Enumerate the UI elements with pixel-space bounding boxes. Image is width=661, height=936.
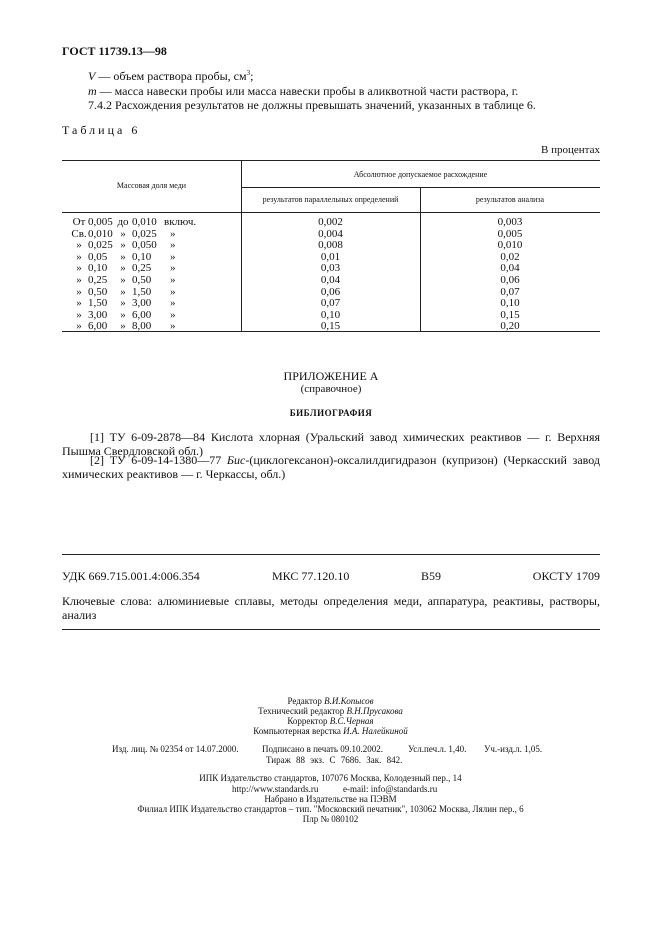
table-cell: 0,002: [318, 216, 343, 228]
table-cell: »: [76, 308, 82, 321]
table-cell: 0,50: [132, 273, 152, 286]
table-cell: 3,00: [88, 308, 108, 321]
credit-editor-name: В.И.Копысов: [324, 696, 374, 706]
col-parallel-values: [241, 217, 420, 333]
table-cell: 0,10: [320, 308, 341, 321]
table-cell: »: [170, 262, 176, 275]
okstu-code: ОКСТУ 1709: [532, 569, 600, 583]
appendix-title: ПРИЛОЖЕНИЕ А: [283, 369, 379, 383]
table-cell: »: [76, 262, 82, 275]
table-cell: 0,010: [132, 216, 157, 228]
imprint-publisher-sheets: Уч.-изд.л. 1,05.: [484, 744, 543, 754]
table-cell: 1,50: [132, 285, 152, 298]
table-cell: »: [120, 239, 126, 252]
table-cell: 0,15: [500, 308, 520, 321]
table-cell: »: [170, 273, 176, 286]
legend-m-line: [88, 84, 518, 98]
imprint-license: Изд. лиц. № 02354 от 14.07.2000.: [112, 744, 239, 754]
table-cell: »: [76, 273, 82, 286]
col-header-copper: Массовая доля меди: [116, 181, 187, 190]
legend-m-text: — масса навески пробы или масса навески пробы в аликвотной части раствора, г.: [96, 84, 519, 98]
table-cell: »: [76, 297, 82, 310]
table-cell: включ.: [164, 216, 197, 228]
table-cell: 0,01: [320, 250, 341, 263]
imprint-print-sheets: Усл.печ.л. 1,40.: [408, 744, 467, 754]
legend-v-text: — объем раствора пробы, см: [95, 69, 247, 83]
imprint-signed: Подписано в печать 09.10.2002.: [262, 744, 384, 754]
table-cell: Св.: [71, 227, 87, 240]
imprint-typeset: Набрано в Издательстве на ПЭВМ: [264, 794, 397, 804]
group-code: В59: [421, 569, 442, 583]
imprint-email: e-mail: info@standards.ru: [343, 784, 438, 794]
credit-tech-name: В.Н.Прусакова: [346, 706, 403, 716]
credit-corrector-label: Корректор: [287, 716, 328, 726]
table-cell: »: [170, 250, 176, 263]
bibliography-ref-2: [62, 453, 600, 481]
credit-layout-label: Компьютерная верстка: [253, 726, 341, 736]
table-cell: 6,00: [132, 308, 152, 321]
table-cell: 0,50: [88, 285, 108, 298]
table-cell: 0,03: [320, 262, 341, 275]
units-note: В процентах: [541, 144, 600, 156]
legend-v-sup: 3: [246, 69, 251, 77]
credit-editor-label: Редактор: [287, 696, 322, 706]
legend-v-line: [88, 69, 253, 83]
legend-v-end: ;: [250, 69, 254, 83]
table-cell: »: [120, 285, 126, 298]
table-cell: »: [120, 320, 126, 333]
table-cell: 0,004: [318, 227, 343, 240]
table-cell: »: [120, 250, 126, 263]
table-cell: 1,50: [88, 297, 108, 310]
imprint-website: http://www.standards.ru: [232, 784, 319, 794]
table-cell: 3,00: [132, 297, 152, 310]
legend-m-symbol: m: [88, 84, 97, 98]
imprint-publisher: ИПК Издательство стандартов, 107076 Москва, Колодезный пер., 14: [199, 773, 462, 783]
table-cell: »: [76, 239, 82, 252]
table-cell: 0,050: [132, 239, 157, 252]
keywords-bottom-rule: [62, 629, 600, 630]
credit-corrector-name: В.С.Черная: [329, 716, 374, 726]
col-suffix: [164, 217, 196, 333]
table-cell: »: [170, 297, 176, 310]
table-cell: 0,025: [132, 227, 157, 240]
table-cell: 6,00: [88, 320, 108, 333]
table-cell: 0,05: [88, 250, 108, 263]
credit-layout-name: И.А. Налейкиной: [343, 726, 408, 736]
table-cell: От: [72, 216, 86, 228]
bibliography-title: БИБЛИОГРАФИЯ: [289, 408, 373, 418]
table-cell: »: [120, 297, 126, 310]
appendix-subtitle: (справочное): [300, 383, 362, 395]
clause-7-4-2: 7.4.2 Расхождения результатов не должны превышать значений, указанных в таблице 6.: [88, 98, 536, 112]
table-cell: 0,06: [320, 285, 341, 298]
table-cell: 0,003: [497, 216, 523, 228]
col-from: [88, 217, 113, 333]
table-cell: 0,025: [88, 239, 113, 252]
keywords: Ключевые слова: алюминиевые сплавы, методы определения меди, аппаратура, реактивы, растворы, анализ: [62, 594, 600, 622]
table-cell: »: [170, 285, 176, 298]
table-cell: 0,07: [500, 285, 520, 298]
table-cell: до: [117, 216, 129, 228]
group-header-tolerance: Абсолютное допускаемое расхождение: [353, 170, 488, 179]
col-analysis-values: [420, 217, 600, 333]
ref-2-prefix: [2] ТУ 6-09-14-1380—77: [90, 453, 227, 467]
table-cell: »: [76, 250, 82, 263]
standard-code: ГОСТ 11739.13—98: [62, 44, 167, 58]
table-cell: »: [170, 227, 176, 240]
table-cell: »: [170, 239, 176, 252]
table-cell: 0,25: [132, 262, 152, 275]
table-cell: 0,04: [500, 262, 520, 275]
table-cell: 0,07: [320, 297, 341, 310]
ref-2-italic: Бис: [226, 453, 246, 467]
imprint-printing-house: Филиал ИПК Издательство стандартов – тип. "Московский печатник", 103062 Москва, Лялин пер., 6: [137, 804, 524, 814]
imprint-run: Тираж 88 экз. С 7686. Зак. 842.: [266, 755, 403, 765]
col-header-parallel: результатов параллельных определений: [262, 195, 399, 204]
table-cell: »: [76, 285, 82, 298]
table-cell: »: [120, 273, 126, 286]
table-cell: 0,10: [88, 262, 108, 275]
classification-top-rule: [62, 554, 600, 555]
bibliography-ref-1: [1] ТУ 6-09-2878—84 Кислота хлорная (Уральский завод химических реактивов — г. Верхняя Пышма Свердловской обл.): [62, 430, 600, 458]
table-cell: »: [120, 308, 126, 321]
col-to-word: [116, 217, 130, 333]
table-cell: 0,04: [320, 273, 341, 286]
table-cell: »: [120, 262, 126, 275]
col-to: [132, 217, 157, 333]
table-cell: 0,010: [497, 239, 523, 252]
col-header-analysis: результатов анализа: [475, 195, 545, 204]
table-cell: 0,10: [132, 250, 152, 263]
table-cell: 0,06: [500, 273, 520, 286]
table-cell: 8,00: [132, 320, 152, 333]
imprint-plr: Плр № 080102: [302, 814, 359, 824]
table-cell: 0,010: [88, 227, 113, 240]
table-cell: 0,20: [500, 320, 520, 333]
table-top-rule: [62, 160, 600, 161]
table-cell: »: [170, 320, 176, 333]
ref-2-rest: -(циклогексанон)-оксалилдигидразон (купризон) (Черкасский завод химических реактивов — г. Черкассы, обл.): [62, 453, 600, 481]
col-prefix: [68, 217, 90, 333]
table-cell: 0,008: [318, 239, 343, 252]
table-caption: Таблица 6: [62, 123, 141, 137]
table-cell: 0,10: [500, 297, 520, 310]
mks-code: МКС 77.120.10: [272, 569, 350, 583]
table-cell: »: [120, 227, 126, 240]
table-cell: »: [76, 320, 82, 333]
udk-code: УДК 669.715.001.4:006.354: [62, 569, 200, 583]
credit-tech-label: Технический редактор: [258, 706, 345, 716]
table-cell: 0,02: [500, 250, 520, 263]
credit-layout: [0, 726, 661, 737]
table-cell: 0,15: [320, 320, 341, 333]
table-header-rule: [62, 212, 600, 213]
table-cell: 0,005: [497, 227, 523, 240]
table-cell: »: [170, 308, 176, 321]
table-cell: 0,25: [88, 273, 108, 286]
table-cell: 0,005: [88, 216, 113, 228]
legend-v-symbol: V: [88, 69, 96, 83]
